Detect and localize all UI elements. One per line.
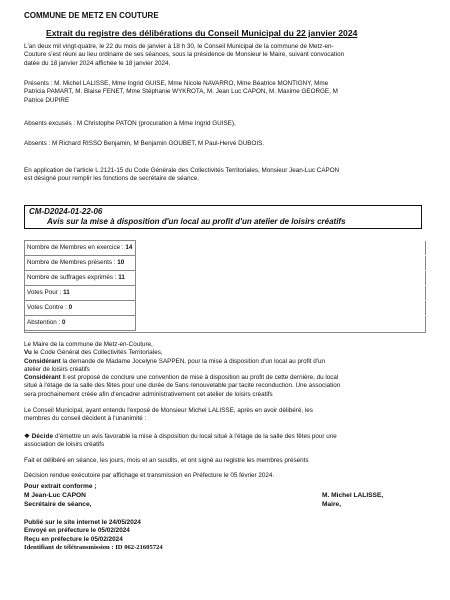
signature-line: Secrétaire de séance, <box>24 500 92 508</box>
blank-cell <box>136 286 427 301</box>
decide-keyword: ❖ Décide <box>24 433 54 440</box>
table-row <box>25 301 427 316</box>
considerant-line: sera prochainement créée afin d'encadrer administrativement cet atelier de loisirs créatifs <box>24 390 273 398</box>
deliberation-title: Avis sur la mise à disposition d'un local au profit d'un atelier de loisirs créatifs <box>47 217 346 226</box>
publication-line: Envoyé en préfecture le 05/02/2024 <box>24 527 130 535</box>
signature-line: M Jean-Luc CAPON <box>24 491 86 499</box>
blank-cell <box>136 271 427 286</box>
vote-value: 0 <box>68 303 73 311</box>
blank-cell <box>136 241 427 256</box>
decide-line: association de loisirs créatifs <box>24 441 105 449</box>
vote-cell <box>25 286 136 301</box>
extract-title: Extrait du registre des délibérations du Conseil Municipal du 22 janvier 2024 <box>46 28 358 38</box>
vote-cell <box>25 316 136 331</box>
blank-cell <box>136 256 427 271</box>
table-row <box>25 241 427 256</box>
application-paragraph <box>24 167 420 184</box>
maire-line: Le Maire de la commune de Metz-en-Couture, <box>24 341 153 348</box>
table-row <box>25 316 427 331</box>
application-line: En application de l'article L 2121-15 du Code Générale des Collectivités Territoriales, Monsieur Jean-Luc CAPON <box>24 167 340 174</box>
vote-label: Abstention : <box>27 318 61 326</box>
intro-line: datée du 18 janvier 2024 affichée le 18 janvier 2024. <box>24 59 171 67</box>
blank-cell <box>136 301 427 316</box>
decide-paragraph <box>24 433 420 450</box>
table-row <box>25 256 427 271</box>
votes-table <box>24 240 426 331</box>
considerant-keyword: Considérant <box>24 357 61 365</box>
vote-label: Nombre de Membres présents : <box>27 258 116 266</box>
vote-value: 11 <box>118 273 125 281</box>
intro-line: Couture s'est réuni au lieu ordinaire de ses séances, sous la présidence de Monsieur le Maire, suivant convocation <box>24 51 345 59</box>
blank-cell <box>136 316 427 331</box>
vu-keyword: Vu <box>24 349 32 357</box>
vu-line <box>24 349 420 357</box>
presents-paragraph <box>24 80 420 105</box>
council-line: membres du conseil décident à l'unanimité : <box>24 415 147 423</box>
council-line: Le Conseil Municipal, ayant entendu l'exposé de Monsieur Michel LALISSE, après en avoir délibéré, les <box>24 407 313 414</box>
presents-line: Présents : M. Michel LALISSE, Mme Ingrid GUISE, Mme Nicole NAVARRO, Mme Béatrice MONTIGNY, Mme <box>24 80 329 87</box>
considerant-text: la demande de Madame Jocelyne SAPPEN, pour la mise à disposition d'un local au profit d'un <box>60 357 325 365</box>
vote-cell <box>25 271 136 286</box>
decide-line <box>24 433 420 441</box>
publication-line: Publié sur le site internet le 24/05/2024 <box>24 519 141 526</box>
vote-value: 14 <box>125 243 133 251</box>
council-paragraph <box>24 407 420 424</box>
considerant-line: atelier de loisirs créatifs <box>24 365 90 373</box>
vote-label: Votes Contre : <box>27 303 67 311</box>
table-row <box>25 271 427 286</box>
table-row <box>25 286 427 301</box>
vote-value: 0 <box>62 318 66 326</box>
considerant-line <box>24 358 420 366</box>
considerant-line <box>24 374 420 382</box>
vu-text: le Code Général des Collectivités Territoriales, <box>31 349 163 357</box>
presents-line: Patricia PAMART, M. Blaise FENET, Mme Stéphanie WYKROTA, M. Jean Luc CAPON, M. Maxime GEORGE, M <box>24 88 338 96</box>
vote-cell <box>25 301 136 316</box>
decision-line: Décision rendue exécutoire par affichage et transmission en Préfecture le 05 février 2024. <box>24 472 275 479</box>
application-line: est désigné pour remplir les fonctions de secrétaire de séance. <box>24 175 200 183</box>
considerant-line: situé à l'étage de la salle des fêtes pour une durée de 5ans renouvelable par tacite reconduction. Une association <box>24 382 341 390</box>
absents-line: Absents : M Richard RISSO Benjamin, M Benjamin GOUBET, M Paul-Hervé DUBOIS. <box>24 140 265 147</box>
publication-line: Reçu en préfecture le 05/02/2024 <box>24 535 123 543</box>
considerant-text: Il est proposé de conclure une convention de mise à disposition au profit de cette dernière, du local <box>60 374 339 382</box>
signature-right <box>322 492 383 510</box>
deliberation-reference: CM-D2024-01-22-06 <box>29 207 103 216</box>
signature-line: Maire, <box>322 500 342 508</box>
intro-paragraph <box>24 43 420 68</box>
vote-label: Votes Pour : <box>27 288 62 296</box>
signature-left <box>24 483 97 510</box>
vote-value: 10 <box>117 258 125 266</box>
intro-line: L'an deux mil vingt-quatre, le 22 du mois de janvier à 18 h 30, le Conseil Municipal de la commune de Metz-en- <box>24 43 334 50</box>
vote-label: Nombre de Membres en exercice : <box>27 243 124 251</box>
signature-line: M. Michel LALISSE, <box>322 492 384 499</box>
preamble-paragraph <box>24 341 420 399</box>
signature-line: Pour extrait conforme ; <box>24 483 97 490</box>
decide-text: d'émettre un avis favorable la mise à disposition du local situé à l'étage de la salle des fêtes pour une <box>53 433 337 440</box>
vote-label: Nombre de suffrages exprimés : <box>27 273 117 281</box>
deliberation-box <box>24 205 422 229</box>
publication-block <box>24 519 163 553</box>
fait-line: Fait et délibéré en séance, les jours, mois et an susdits, et ont signé au registre les membres présents <box>24 457 309 464</box>
excuses-line: Absents excusés : M Christophe PATON (procuration à Mme Ingrid GUISE), <box>24 120 236 127</box>
commune-name: COMMUNE DE METZ EN COUTURE <box>24 11 159 20</box>
vote-value: 11 <box>63 288 70 296</box>
vote-cell <box>25 241 136 256</box>
considerant-keyword: Considérant <box>24 374 61 382</box>
vote-cell <box>25 256 136 271</box>
presents-line: Patrice DUPIRE <box>24 96 70 104</box>
publication-line: Identifiant de télétransmission : ID 062-21605724 <box>24 543 163 551</box>
